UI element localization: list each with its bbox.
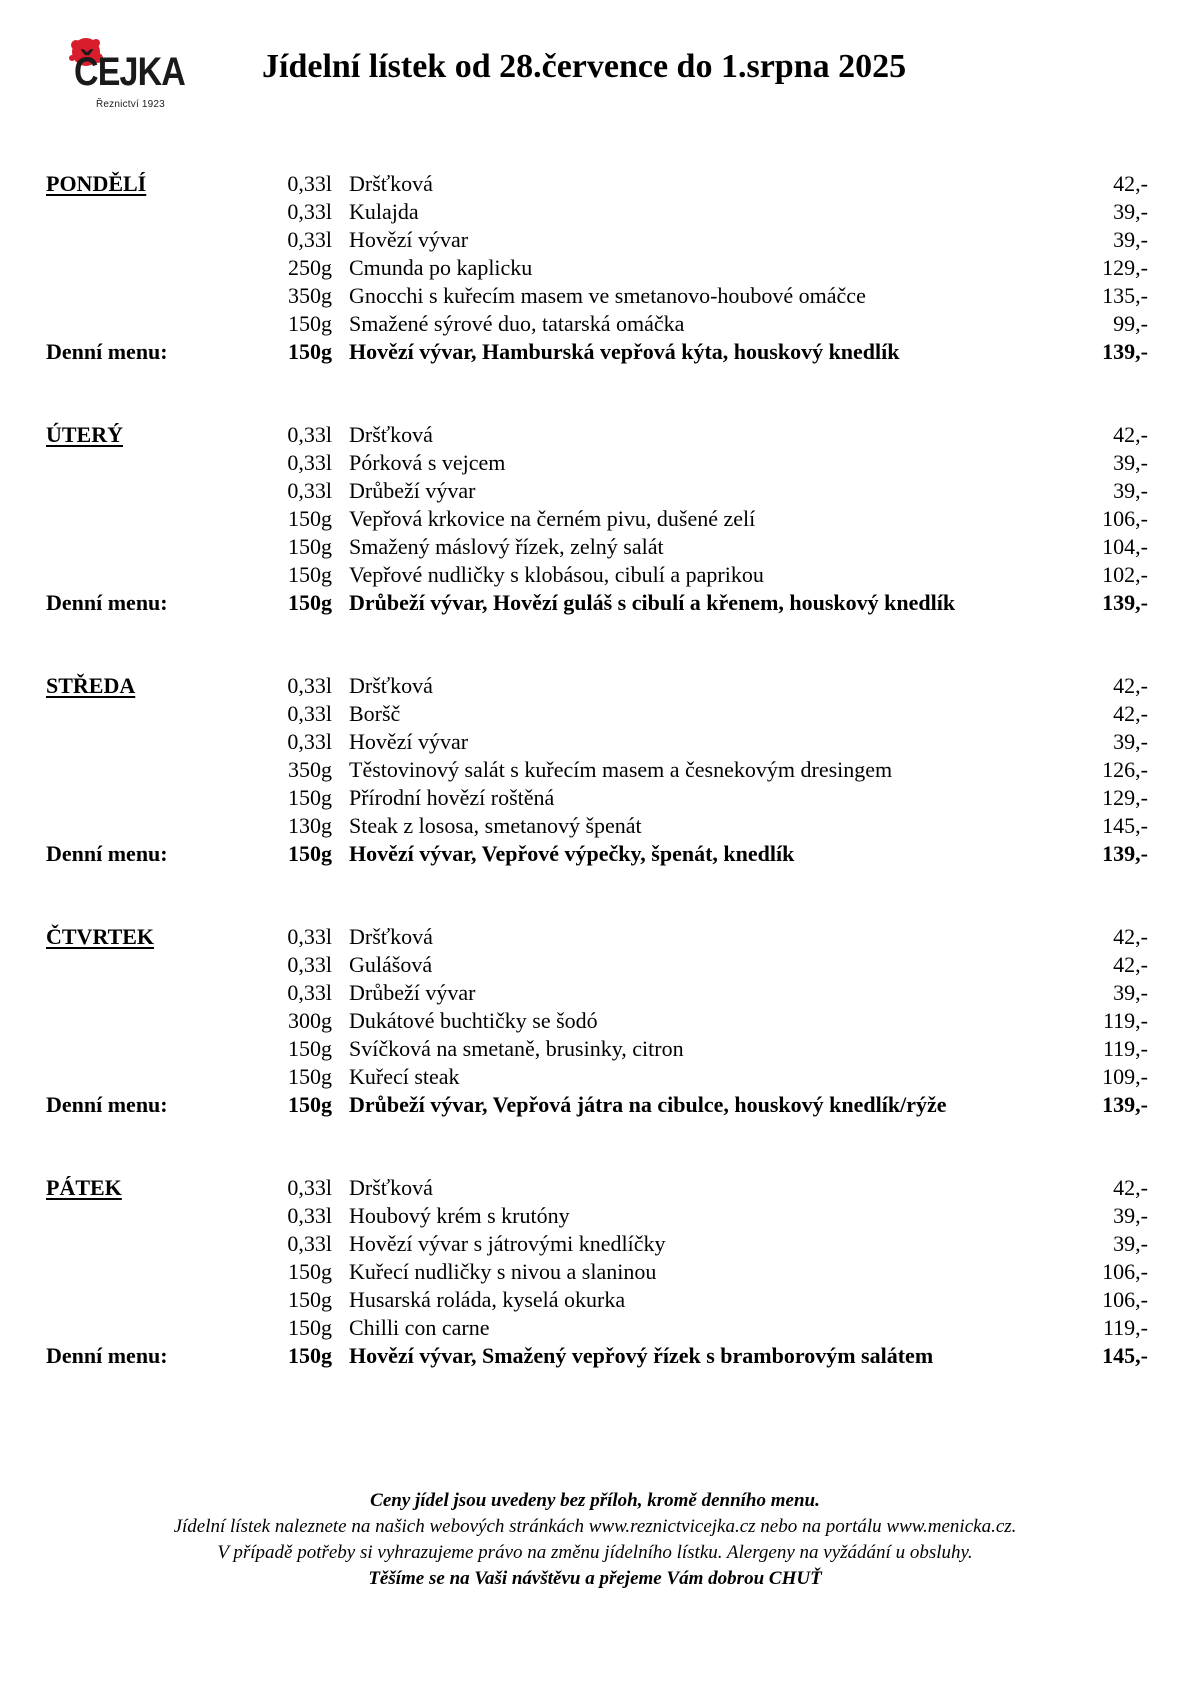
item-price: 39,- [1113,1231,1148,1256]
item-quantity: 150g [288,506,332,531]
item-name: Kulajda [349,199,419,224]
item-quantity: 150g [288,311,332,336]
daily-menu-label: Denní menu: [46,1343,168,1368]
item-price: 106,- [1102,1287,1148,1312]
item-price: 129,- [1102,255,1148,280]
logo [62,36,186,110]
day-spacer [46,477,256,505]
day-section [46,421,1148,617]
daily-menu-price: 145,- [1102,1343,1148,1368]
footer-website-note: Jídelní lístek naleznete na našich webových stránkách www.reznictvicejka.cz nebo na portálu www.menicka.cz. [173,1516,1017,1537]
item-name: Kuřecí nudličky s nivou a slaninou [349,1259,657,1284]
item-quantity: 0,33l [287,1175,332,1200]
item-quantity: 0,33l [287,673,332,698]
item-name: Dukátové buchtičky se šodó [349,1008,598,1033]
day-spacer [46,1230,256,1258]
footer [0,1488,1190,1592]
item-quantity: 0,33l [287,1231,332,1256]
item-price: 39,- [1113,1203,1148,1228]
item-quantity: 150g [288,1259,332,1284]
item-quantity: 0,33l [287,980,332,1005]
item-quantity: 0,33l [287,422,332,447]
weekly-menu [46,170,1148,1425]
daily-menu-label: Denní menu: [46,1092,168,1117]
daily-menu-price: 139,- [1102,339,1148,364]
menu-item-row [46,449,1148,477]
menu-item-row [46,533,1148,561]
item-name: Dršťková [349,673,433,698]
item-price: 42,- [1113,701,1148,726]
menu-item-row [46,756,1148,784]
menu-item-row [46,282,1148,310]
item-name: Kuřecí steak [349,1064,460,1089]
menu-item-row [46,923,1148,951]
item-price: 102,- [1102,562,1148,587]
daily-menu-quantity: 150g [288,841,332,866]
item-price: 129,- [1102,785,1148,810]
daily-menu-quantity: 150g [288,590,332,615]
daily-menu-row [46,840,1148,868]
logo-subtitle: Řeznictví 1923 [96,99,165,110]
daily-menu-label: Denní menu: [46,841,168,866]
menu-item-row [46,728,1148,756]
item-name: Chilli con carne [349,1315,490,1340]
menu-item-row [46,1230,1148,1258]
day-spacer [46,1314,256,1342]
day-spacer [46,784,256,812]
item-name: Dršťková [349,1175,433,1200]
page-title: Jídelní lístek od 28.července do 1.srpna 2025 [262,48,907,85]
item-price: 39,- [1113,980,1148,1005]
menu-item-row [46,254,1148,282]
item-price: 39,- [1113,729,1148,754]
item-quantity: 300g [288,1008,332,1033]
item-price: 42,- [1113,952,1148,977]
item-price: 126,- [1102,757,1148,782]
day-name: STŘEDA [46,673,136,698]
item-quantity: 350g [288,757,332,782]
daily-menu-name: Hovězí vývar, Vepřové výpečky, špenát, knedlík [349,841,795,866]
menu-item-row [46,477,1148,505]
item-name: Dršťková [349,422,433,447]
daily-menu-name: Drůbeží vývar, Hovězí guláš s cibulí a křenem, houskový knedlík [349,590,956,615]
menu-item-row [46,951,1148,979]
item-price: 42,- [1113,1175,1148,1200]
day-section [46,923,1148,1119]
item-name: Hovězí vývar s játrovými knedlíčky [349,1231,666,1256]
item-quantity: 0,33l [287,199,332,224]
day-spacer [46,505,256,533]
menu-item-row [46,170,1148,198]
menu-item-row [46,1035,1148,1063]
day-name: ÚTERÝ [46,422,124,447]
daily-menu-label: Denní menu: [46,339,168,364]
day-spacer [46,254,256,282]
day-spacer [46,226,256,254]
menu-item-row [46,1063,1148,1091]
item-name: Přírodní hovězí roštěná [349,785,555,810]
item-name: Svíčková na smetaně, brusinky, citron [349,1036,684,1061]
menu-item-row [46,505,1148,533]
item-price: 106,- [1102,506,1148,531]
item-price: 39,- [1113,227,1148,252]
item-quantity: 150g [288,562,332,587]
item-name: Vepřové nudličky s klobásou, cibulí a paprikou [349,562,764,587]
menu-item-row [46,198,1148,226]
day-spacer [46,198,256,226]
day-section [46,672,1148,868]
item-quantity: 0,33l [287,227,332,252]
item-quantity: 150g [288,785,332,810]
item-price: 145,- [1102,813,1148,838]
day-spacer [46,1258,256,1286]
menu-item-row [46,812,1148,840]
item-price: 39,- [1113,199,1148,224]
menu-item-row [46,700,1148,728]
daily-menu-quantity: 150g [288,339,332,364]
item-price: 119,- [1102,1036,1148,1061]
daily-menu-row [46,1342,1148,1370]
item-name: Smažené sýrové duo, tatarská omáčka [349,311,685,336]
day-spacer [46,1202,256,1230]
item-price: 119,- [1102,1008,1148,1033]
menu-item-row [46,421,1148,449]
day-spacer [46,1063,256,1091]
item-quantity: 250g [288,255,332,280]
item-name: Smažený máslový řízek, zelný salát [349,534,664,559]
menu-item-row [46,784,1148,812]
item-name: Gulášová [349,952,433,977]
item-price: 42,- [1113,673,1148,698]
item-quantity: 150g [288,534,332,559]
item-price: 104,- [1102,534,1148,559]
item-name: Drůbeží vývar [349,980,476,1005]
item-name: Steak z lososa, smetanový špenát [349,813,642,838]
menu-item-row [46,1007,1148,1035]
daily-menu-price: 139,- [1102,1092,1148,1117]
item-quantity: 0,33l [287,171,332,196]
item-price: 106,- [1102,1259,1148,1284]
item-quantity: 0,33l [287,1203,332,1228]
daily-menu-label: Denní menu: [46,590,168,615]
item-quantity: 0,33l [287,924,332,949]
item-quantity: 150g [288,1064,332,1089]
menu-item-row [46,226,1148,254]
daily-menu-price: 139,- [1102,590,1148,615]
day-spacer [46,1007,256,1035]
item-name: Hovězí vývar [349,729,469,754]
menu-item-row [46,672,1148,700]
day-spacer [46,728,256,756]
daily-menu-name: Drůbeží vývar, Vepřová játra na cibulce, houskový knedlík/rýže [349,1092,947,1117]
daily-menu-row [46,1091,1148,1119]
day-spacer [46,700,256,728]
item-name: Husarská roláda, kyselá okurka [349,1287,626,1312]
day-spacer [46,1286,256,1314]
day-section [46,1174,1148,1370]
daily-menu-name: Hovězí vývar, Hamburská vepřová kýta, houskový knedlík [349,339,900,364]
item-name: Pórková s vejcem [349,450,506,475]
item-name: Dršťková [349,924,433,949]
footer-allergen-note: V případě potřeby si vyhrazujeme právo na změnu jídelního lístku. Alergeny na vyžádání u obsluhy. [217,1542,973,1563]
menu-item-row [46,1202,1148,1230]
menu-item-row [46,1174,1148,1202]
item-price: 42,- [1113,924,1148,949]
menu-item-row [46,1314,1148,1342]
item-quantity: 130g [288,813,332,838]
logo-wordmark: ČEJKA [74,50,186,94]
item-price: 109,- [1102,1064,1148,1089]
day-spacer [46,812,256,840]
item-quantity: 0,33l [287,478,332,503]
day-spacer [46,561,256,589]
menu-item-row [46,310,1148,338]
item-name: Gnocchi s kuřecím masem ve smetanovo-houbové omáčce [349,283,866,308]
menu-item-row [46,979,1148,1007]
menu-item-row [46,1258,1148,1286]
daily-menu-row [46,338,1148,366]
item-name: Houbový krém s krutóny [349,1203,570,1228]
item-name: Cmunda po kaplicku [349,255,533,280]
item-quantity: 0,33l [287,701,332,726]
daily-menu-row [46,589,1148,617]
day-name: PONDĚLÍ [46,171,147,196]
item-quantity: 150g [288,1287,332,1312]
item-name: Dršťková [349,171,433,196]
item-price: 42,- [1113,171,1148,196]
item-price: 42,- [1113,422,1148,447]
item-quantity: 0,33l [287,952,332,977]
day-spacer [46,951,256,979]
item-quantity: 0,33l [287,729,332,754]
item-quantity: 150g [288,1036,332,1061]
item-name: Boršč [349,701,401,726]
daily-menu-quantity: 150g [288,1343,332,1368]
item-name: Těstovinový salát s kuřecím masem a česnekovým dresingem [349,757,893,782]
day-spacer [46,1035,256,1063]
day-spacer [46,533,256,561]
item-quantity: 350g [288,283,332,308]
item-price: 39,- [1113,478,1148,503]
footer-greeting: Těšíme se na Vaši návštěvu a přejeme Vám dobrou CHUŤ [368,1568,822,1589]
daily-menu-name: Hovězí vývar, Smažený vepřový řízek s bramborovým salátem [349,1343,934,1368]
item-quantity: 0,33l [287,450,332,475]
day-name: ČTVRTEK [46,924,155,949]
daily-menu-quantity: 150g [288,1092,332,1117]
day-spacer [46,449,256,477]
item-price: 135,- [1102,283,1148,308]
day-spacer [46,310,256,338]
item-price: 119,- [1102,1315,1148,1340]
day-spacer [46,282,256,310]
day-section [46,170,1148,366]
item-name: Vepřová krkovice na černém pivu, dušené zelí [349,506,756,531]
menu-item-row [46,1286,1148,1314]
menu-item-row [46,561,1148,589]
footer-price-note: Ceny jídel jsou uvedeny bez příloh, kromě denního menu. [370,1490,820,1511]
item-name: Drůbeží vývar [349,478,476,503]
item-name: Hovězí vývar [349,227,469,252]
day-spacer [46,979,256,1007]
item-price: 99,- [1113,311,1148,336]
item-price: 39,- [1113,450,1148,475]
item-quantity: 150g [288,1315,332,1340]
day-name: PÁTEK [46,1175,122,1200]
daily-menu-price: 139,- [1102,841,1148,866]
day-spacer [46,756,256,784]
